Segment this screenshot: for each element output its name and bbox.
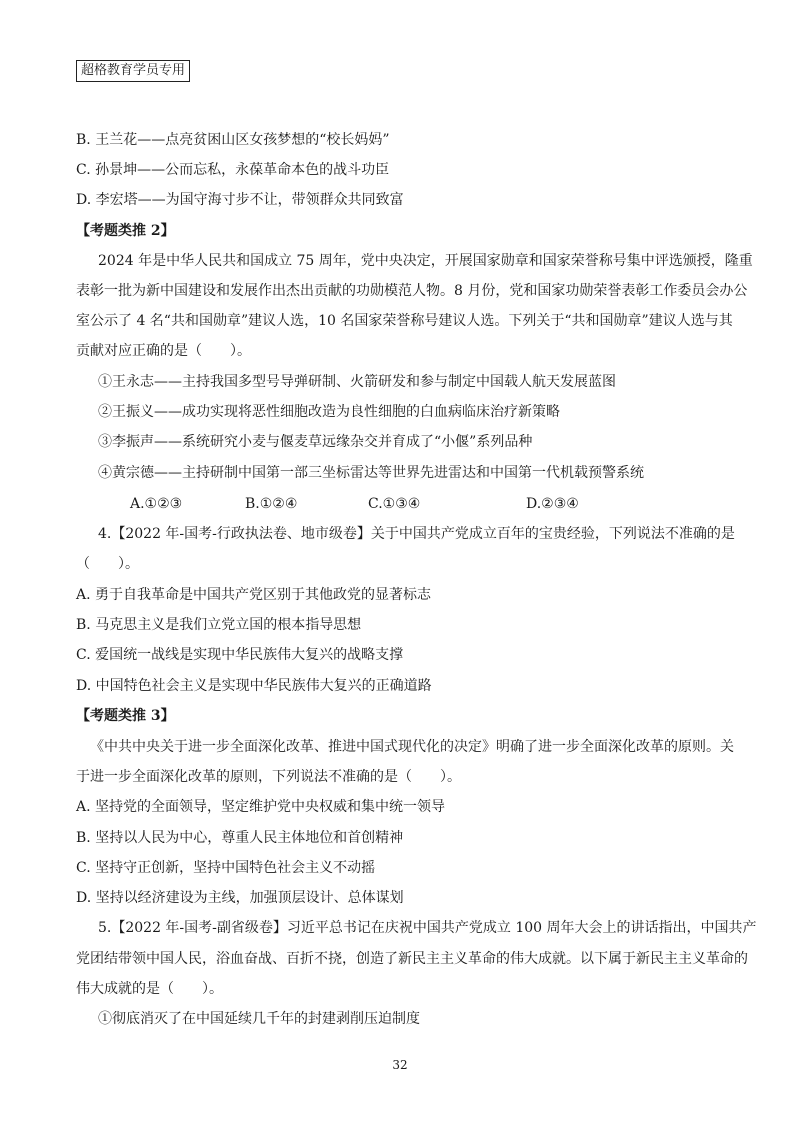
option-b-line: B. 马克思主义是我们立党立国的根本指导思想 (76, 617, 362, 633)
question-paragraph: 表彰一批为新中国建设和发展作出杰出贡献的功勋模范人物。8 月份，党和国家功勋荣誉表彰工作委员会办公 (76, 283, 748, 299)
question-4: 4.【2022 年-国考-行政执法卷、地市级卷】关于中国共产党成立百年的宝贵经验，下列说法不准确的是 (98, 526, 735, 542)
question-paragraph: 《中共中央关于进一步全面深化改革、推进中国式现代化的决定》明确了进一步全面深化改革的原则。关 (90, 739, 734, 755)
list-item: ①彻底消灭了在中国延续几千年的封建剥削压迫制度 (98, 1011, 420, 1027)
list-item: ④黄宗德——主持研制中国第一部三坐标雷达等世界先进雷达和中国第一代机载预警系统 (98, 465, 644, 481)
question-5: 5.【2022 年-国考-副省级卷】习近平总书记在庆祝中国共产党成立 100 周年大会上的讲话指出，中国共产 (98, 920, 757, 936)
option-d-line: D. 坚持以经济建设为主线，加强顶层设计、总体谋划 (76, 890, 404, 906)
question-4-blank: （ ）。 (76, 556, 139, 572)
page-number: 32 (392, 1058, 408, 1072)
section-heading-3: 【考题类推 3】 (76, 708, 175, 724)
header-label: 超格教育学员专用 (76, 60, 190, 82)
question-paragraph: 贡献对应正确的是（ ）。 (76, 343, 251, 359)
section-heading-2: 【考题类推 2】 (76, 223, 175, 239)
list-item: ②王振义——成功实现将恶性细胞改造为良性细胞的白血病临床治疗新策略 (98, 404, 560, 420)
option-a-line: A. 坚持党的全面领导，坚定维护党中央权威和集中统一领导 (76, 799, 446, 815)
question-paragraph: 室公示了 4 名“共和国勋章”建议人选，10 名国家荣誉称号建议人选。下列关于“共和国勋章”建议人选与其 (76, 313, 733, 329)
list-item: ①王永志——主持我国多型号导弹研制、火箭研发和参与制定中国载人航天发展蓝图 (98, 374, 616, 390)
question-paragraph: 2024 年是中华人民共和国成立 75 周年，党中央决定，开展国家勋章和国家荣誉称号集中评选颁授，隆重 (98, 253, 753, 269)
option-c-line: C. 孙景坤——公而忘私，永葆革命本色的战斗功臣 (76, 162, 390, 178)
question-paragraph: 于进一步全面深化改革的原则，下列说法不准确的是（ ）。 (76, 769, 461, 785)
option-b-line: B. 坚持以人民为中心，尊重人民主体地位和首创精神 (76, 830, 404, 846)
option-b-line: B. 王兰花——点亮贫困山区女孩梦想的“校长妈妈” (76, 132, 390, 148)
question-5: 伟大成就的是（ ）。 (76, 981, 223, 997)
option-c-line: C. 坚持守正创新，坚持中国特色社会主义不动摇 (76, 860, 376, 876)
answer-option-b: B.①②④ (245, 496, 298, 512)
option-d-line: D. 李宏塔——为国守海寸步不让，带领群众共同致富 (76, 192, 404, 208)
answer-option-c: C.①③④ (368, 496, 421, 512)
option-d-line: D. 中国特色社会主义是实现中华民族伟大复兴的正确道路 (76, 678, 432, 694)
option-c-line: C. 爱国统一战线是实现中华民族伟大复兴的战略支撑 (76, 647, 404, 663)
question-5: 党团结带领中国人民，浴血奋战、百折不挠，创造了新民主主义革命的伟大成就。以下属于新民主主义革命的 (76, 951, 748, 967)
list-item: ③李振声——系统研究小麦与偃麦草远缘杂交并育成了“小偃”系列品种 (98, 434, 533, 450)
answer-option-d: D.②③④ (526, 496, 579, 512)
option-a-line: A. 勇于自我革命是中国共产党区别于其他政党的显著标志 (76, 587, 432, 603)
answer-option-a: A.①②③ (130, 496, 183, 512)
